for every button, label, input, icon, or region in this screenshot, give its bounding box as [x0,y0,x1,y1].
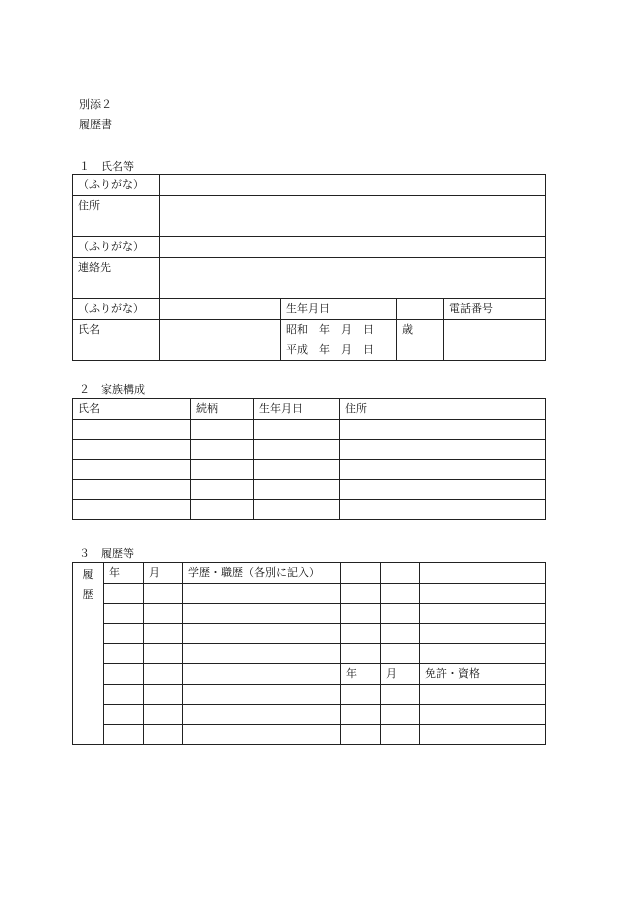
cell[interactable] [341,705,381,725]
phone-label: 電話番号 [444,299,546,320]
cell[interactable] [341,685,381,705]
cell[interactable] [144,664,183,685]
cell[interactable] [183,604,341,624]
name-label: 氏名 [73,320,160,361]
history-col-month: 月 [144,563,183,584]
section2-heading: ２ 家族構成 [79,383,145,396]
history-side-label [73,563,104,745]
cell[interactable] [340,440,546,460]
license-col-year: 年 [341,664,381,685]
era-heisei: 平成 年 月 日 [286,343,374,356]
cell[interactable] [381,563,420,584]
table-row [73,440,546,460]
cell[interactable] [144,644,183,664]
family-col-address: 住所 [340,399,546,420]
cell[interactable] [144,685,183,705]
birthdate-field[interactable] [281,320,397,361]
cell[interactable] [381,604,420,624]
cell[interactable] [341,725,381,745]
cell[interactable] [340,460,546,480]
table-row [73,644,546,664]
cell[interactable] [420,685,546,705]
cell[interactable] [104,705,144,725]
table-row [73,584,546,604]
cell[interactable] [183,725,341,745]
cell[interactable] [341,644,381,664]
age-header-cell [397,299,444,320]
cell[interactable] [144,624,183,644]
cell[interactable] [420,584,546,604]
cell[interactable] [144,604,183,624]
cell[interactable] [340,480,546,500]
cell[interactable] [183,664,341,685]
age-unit: 歳 [402,323,413,336]
cell[interactable] [144,725,183,745]
contact-furigana-field[interactable] [160,237,546,258]
cell[interactable] [183,624,341,644]
cell[interactable] [340,500,546,520]
cell[interactable] [104,584,144,604]
cell[interactable] [341,624,381,644]
cell[interactable] [191,420,254,440]
address-furigana-field[interactable] [160,175,546,196]
cell[interactable] [104,604,144,624]
address-field[interactable] [160,196,546,237]
cell[interactable] [420,624,546,644]
cell[interactable] [381,624,420,644]
section3-heading: ３ 履歴等 [79,547,134,560]
name-furigana-label: （ふりがな） [73,299,160,320]
side-label-2: 歴 [82,588,94,601]
license-col-month: 月 [381,664,420,685]
history-table [72,562,546,745]
personal-info-table [72,174,546,361]
cell[interactable] [381,685,420,705]
family-col-birthdate: 生年月日 [254,399,340,420]
cell[interactable] [254,500,340,520]
cell[interactable] [254,480,340,500]
table-row [73,685,546,705]
cell[interactable] [183,644,341,664]
cell[interactable] [73,480,191,500]
contact-label: 連絡先 [73,258,160,299]
cell[interactable] [191,480,254,500]
cell[interactable] [381,584,420,604]
section1-heading: １ 氏名等 [79,160,134,173]
cell[interactable] [340,420,546,440]
cell[interactable] [144,705,183,725]
cell[interactable] [191,440,254,460]
table-row [73,705,546,725]
cell[interactable] [104,624,144,644]
era-showa: 昭和 年 月 日 [286,323,374,336]
age-field[interactable] [397,320,444,361]
table-row [73,460,546,480]
address-label: 住所 [73,196,160,237]
cell[interactable] [183,705,341,725]
side-label-1: 履 [82,568,94,581]
contact-furigana-label: （ふりがな） [73,237,160,258]
name-field[interactable] [160,320,281,361]
cell[interactable] [183,584,341,604]
attachment-label: 別添２ [79,98,112,111]
table-row [73,725,546,745]
cell[interactable] [420,563,546,584]
cell[interactable] [104,685,144,705]
cell[interactable] [341,584,381,604]
history-col-year: 年 [104,563,144,584]
cell[interactable] [254,460,340,480]
cell[interactable] [420,725,546,745]
cell[interactable] [104,664,144,685]
cell[interactable] [191,500,254,520]
cell[interactable] [381,644,420,664]
cell[interactable] [144,584,183,604]
table-row [73,604,546,624]
cell[interactable] [104,644,144,664]
license-col-description: 免許・資格 [420,664,546,685]
cell[interactable] [341,604,381,624]
phone-field[interactable] [444,320,546,361]
cell[interactable] [254,440,340,460]
cell[interactable] [73,500,191,520]
address-furigana-label: （ふりがな） [73,175,160,196]
cell[interactable] [104,725,144,745]
family-col-relation: 続柄 [191,399,254,420]
cell[interactable] [73,440,191,460]
table-row [73,664,546,685]
table-row [73,480,546,500]
table-row [73,420,546,440]
table-row [73,500,546,520]
cell[interactable] [420,604,546,624]
cell[interactable] [73,420,191,440]
family-col-name: 氏名 [73,399,191,420]
cell[interactable] [254,420,340,440]
cell[interactable] [381,725,420,745]
birthdate-label: 生年月日 [281,299,397,320]
cell[interactable] [420,644,546,664]
name-furigana-field[interactable] [160,299,281,320]
contact-field[interactable] [160,258,546,299]
cell[interactable] [381,705,420,725]
family-table [72,398,546,520]
history-col-description: 学歴・職歴（各別に記入） [183,563,341,584]
cell[interactable] [191,460,254,480]
cell[interactable] [420,705,546,725]
document-title: 履歴書 [79,118,112,131]
cell[interactable] [73,460,191,480]
cell[interactable] [341,563,381,584]
table-row [73,624,546,644]
cell[interactable] [183,685,341,705]
